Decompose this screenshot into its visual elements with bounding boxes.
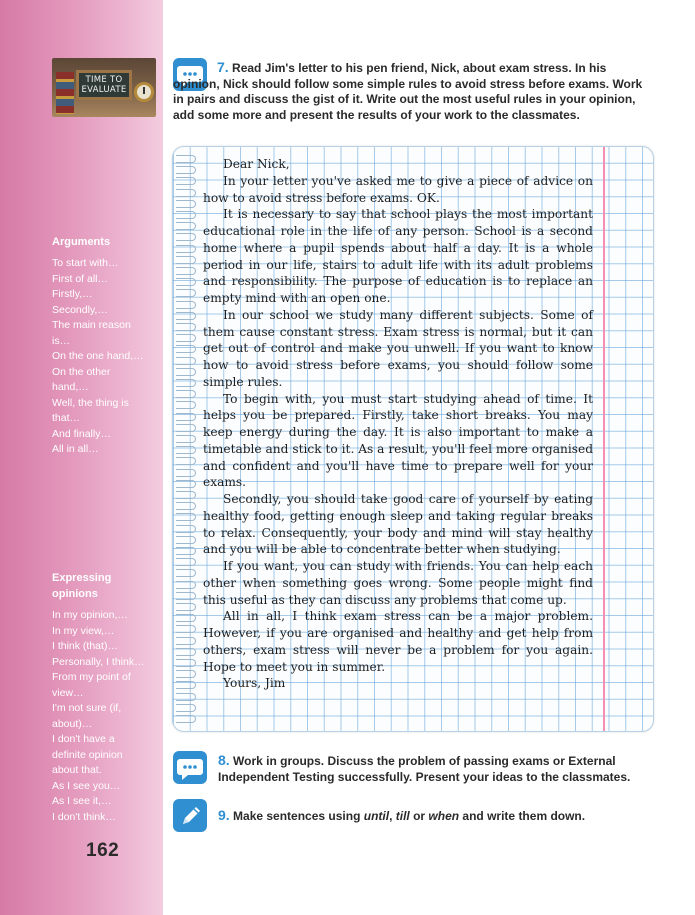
phrase-item: All in all…	[52, 443, 99, 455]
phrase-item: I don't think…	[52, 810, 116, 823]
phrase-item: that…	[52, 412, 81, 424]
phrase-item: First of all…	[52, 272, 109, 285]
letter-paragraph: It is necessary to say that school plays the most important educational role in the life of any person. School is a second home where a pupil spends about half a day. It is a whole period in our life, stairs to adult life with its adult problems and responsibility. The purpose of education is to replace an empty mind with an open one.	[203, 207, 593, 305]
spiral-ring	[176, 289, 196, 297]
task-9-text-end: and write them down.	[459, 809, 586, 823]
letter-body	[203, 156, 593, 692]
arguments-list	[52, 256, 160, 458]
pen-icon	[173, 799, 207, 832]
task-9-text: Make sentences using	[233, 809, 364, 823]
task-8-number: 8.	[218, 752, 230, 768]
task-8-text: Work in groups. Discuss the problem of passing exams or External Independent Testing successfully. Present your ideas to the classmates.	[218, 754, 631, 784]
opinions-list	[52, 608, 160, 825]
spiral-ring	[176, 166, 196, 174]
spiral-ring	[176, 681, 196, 689]
spiral-ring	[176, 480, 196, 488]
alarm-clock-icon	[134, 82, 154, 102]
phrase-item: Well, the thing is	[52, 396, 129, 409]
opinions-box	[52, 570, 160, 825]
spiral-ring	[176, 233, 196, 241]
task-7-number: 7.	[217, 59, 229, 75]
letter-paragraph: In your letter you've asked me to give a piece of advice on how to avoid stress before exams. OK.	[203, 173, 593, 205]
opinions-title: Expressing opinions	[52, 572, 112, 600]
spiral-ring	[176, 222, 196, 230]
spiral-ring	[176, 592, 196, 600]
spiral-ring	[176, 625, 196, 633]
phrase-item: Secondly,…	[52, 303, 108, 316]
task-9-instructions	[218, 808, 653, 825]
spiral-ring	[176, 345, 196, 353]
speech-bubble-icon	[173, 751, 207, 784]
spiral-ring	[176, 704, 196, 712]
phrase-item: view…	[52, 686, 84, 699]
spiral-ring	[176, 603, 196, 611]
spiral-ring	[176, 189, 196, 197]
spiral-ring	[176, 446, 196, 454]
spiral-ring	[176, 513, 196, 521]
spiral-ring	[176, 547, 196, 555]
spiral-ring	[176, 245, 196, 253]
arguments-title: Arguments	[52, 236, 111, 248]
spiral-ring	[176, 267, 196, 275]
spiral-ring	[176, 558, 196, 566]
phrase-item: The main reason	[52, 319, 131, 331]
letter-paragraph: To begin with, you must start studying ahead of time. It helps you be prepared. Firstly, take short breaks. You may keep energy during the day. It is also important to make a timetable and stick to it. As a result, you'll feel more organised and confident and you'll have time to prepare well for your exams.	[203, 391, 593, 490]
spiral-ring	[176, 469, 196, 477]
spiral-ring	[176, 715, 196, 723]
spiral-ring	[176, 491, 196, 499]
letter-paragraph: If you want, you can study with friends. You can help each other when something goes wrong. Some people might find this useful as they can discuss any problems that come up.	[203, 559, 593, 607]
letter-paragraph: In our school we study many different subjects. Some of them cause constant stress. Exam stress is normal, but it can get out of control and make you unwell. If you want to know how to avoid stress before exams, you should follow some simple rules.	[203, 307, 593, 389]
phrase-item: is…	[52, 334, 71, 347]
phrase-item: In my view,…	[52, 624, 115, 637]
spiral-ring	[176, 334, 196, 342]
spiral-ring	[176, 379, 196, 387]
task-9-separator: ,	[389, 809, 396, 823]
spiral-ring	[176, 390, 196, 398]
notebook-margin-line	[603, 147, 605, 731]
spiral-ring	[176, 637, 196, 645]
spiral-ring	[176, 401, 196, 409]
phrase-item: Personally, I think…	[52, 655, 145, 668]
spiral-ring	[176, 693, 196, 701]
spiral-ring	[176, 278, 196, 286]
phrase-item: I think (that)…	[52, 640, 118, 652]
spiral-ring	[176, 424, 196, 432]
spiral-ring	[176, 569, 196, 577]
spiral-ring	[176, 368, 196, 376]
phrase-item: On the other	[52, 365, 111, 378]
phrase-item: On the one hand,…	[52, 350, 144, 362]
phrase-item: I don't have a	[52, 733, 115, 745]
spiral-ring	[176, 670, 196, 678]
arguments-box	[52, 234, 160, 458]
spiral-ring	[176, 323, 196, 331]
task-9-word-till: till	[395, 809, 410, 823]
phrase-item: In my opinion,…	[52, 609, 128, 621]
task-7-instructions	[173, 60, 651, 123]
spiral-ring	[176, 256, 196, 264]
letter-greeting: Dear Nick,	[223, 157, 290, 171]
phrase-item: As I see it,…	[52, 795, 112, 807]
task-8-instructions	[218, 753, 653, 785]
spiral-ring	[176, 301, 196, 309]
spiral-ring	[176, 502, 196, 510]
spiral-ring	[176, 435, 196, 443]
spiral-ring	[176, 659, 196, 667]
chalkboard-caption: TIME TO EVALUATE	[76, 70, 132, 100]
spiral-ring	[176, 648, 196, 656]
task-9-separator: or	[409, 809, 429, 823]
spiral-ring	[176, 413, 196, 421]
spiral-ring	[176, 536, 196, 544]
phrase-item: about)…	[52, 717, 93, 730]
task-7-text: Read Jim's letter to his pen friend, Nick, about exam stress. In his opinion, Nick should follow some simple rules to avoid stress before exams. Work in pairs and discuss the gist of it. Write out the most useful rules in your opinion, add some more and present the results of your work to the classmates.	[173, 61, 643, 122]
task-9-word-when: when	[428, 809, 460, 823]
task-9-word-until: until	[363, 809, 390, 823]
spiral-ring	[176, 155, 196, 163]
phrase-item: From my point of	[52, 671, 131, 683]
phrase-item: As I see you…	[52, 779, 121, 792]
phrase-item: definite opinion	[52, 748, 123, 761]
spiral-ring	[176, 200, 196, 208]
letter-closing: Yours, Jim	[223, 676, 286, 691]
letter-paragraph: Secondly, you should take good care of yourself by eating healthy food, getting enough sleep and taking regular breaks to relax. Consequently, your body and mind will stay healthy and you will be able to concentrate better when studying.	[203, 492, 593, 557]
phrase-item: hand,…	[52, 381, 89, 393]
spiral-ring	[176, 457, 196, 465]
letter-paragraph: All in all, I think exam stress can be a major problem. However, if you are organised and healthy and get help from others, exam stress will never be a problem for you again. Hope to meet you in summer.	[203, 609, 593, 674]
spiral-ring	[176, 525, 196, 533]
books-illustration	[56, 72, 74, 114]
task-9-number: 9.	[218, 807, 230, 823]
spiral-ring	[176, 177, 196, 185]
time-to-evaluate-image	[52, 58, 156, 117]
spiral-ring	[176, 357, 196, 365]
phrase-item: To start with…	[52, 257, 119, 269]
page-number: 162	[86, 840, 120, 861]
spiral-ring	[176, 312, 196, 320]
phrase-item: And finally…	[52, 427, 111, 440]
spiral-ring	[176, 614, 196, 622]
phrase-item: Firstly,…	[52, 288, 93, 300]
spiral-ring	[176, 581, 196, 589]
phrase-item: about that.	[52, 764, 102, 776]
spiral-ring	[176, 211, 196, 219]
phrase-item: I'm not sure (if,	[52, 702, 122, 714]
